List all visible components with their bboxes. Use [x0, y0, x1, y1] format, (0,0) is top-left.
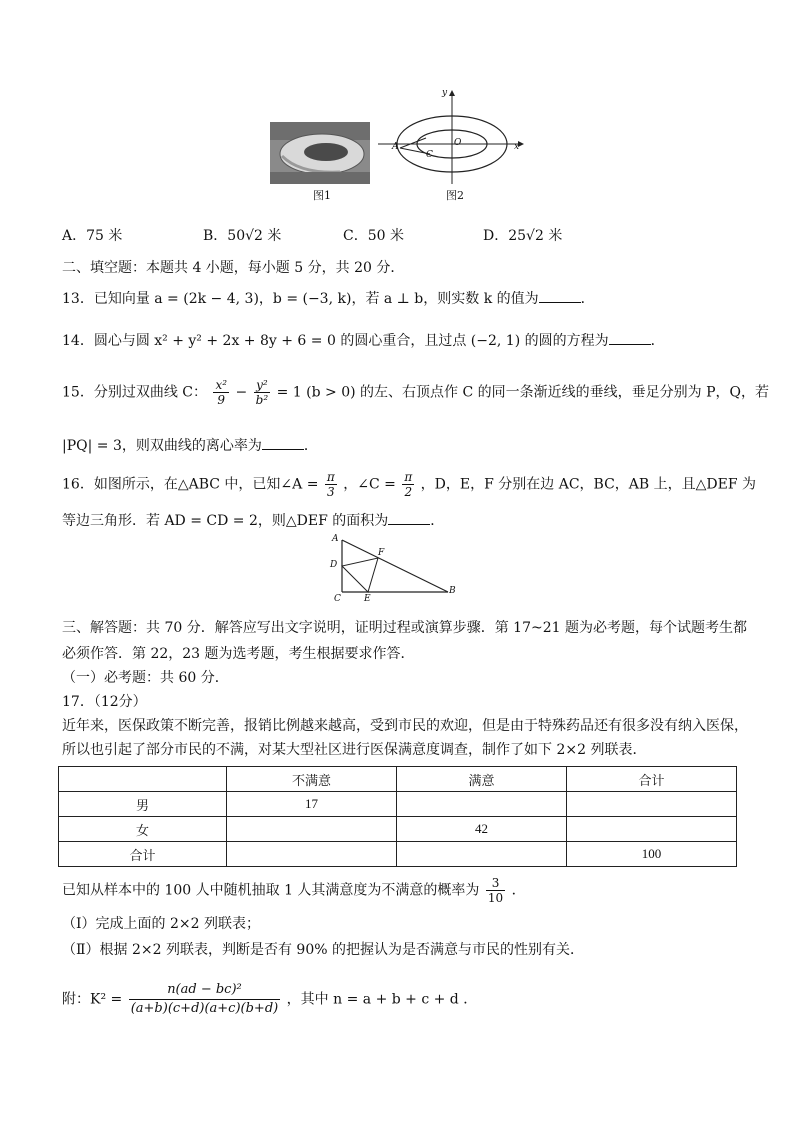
question-16	[62, 470, 756, 499]
q15-prefix: 15．分别过双曲线 C：	[62, 384, 207, 401]
point-a-label: A	[392, 142, 399, 152]
y-axis-label: y	[442, 88, 448, 98]
section-2-title: 二、填空题：本题共 4 小题，每小题 5 分，共 20 分．	[62, 260, 405, 276]
label-c: C	[334, 594, 341, 604]
fraction-x2-9	[213, 378, 229, 407]
required-title: （一）必考题：共 60 分．	[62, 670, 229, 686]
question-14	[62, 331, 665, 351]
label-e: E	[364, 594, 371, 604]
question-17-part-2: （Ⅱ）根据 2×2 列联表，判断是否有 90% 的把握认为是否满意与市民的性别有关．	[62, 942, 584, 958]
table-cell: 男	[59, 792, 227, 817]
point-c-label: C	[426, 150, 433, 160]
table-cell	[226, 842, 396, 867]
q17-prob-end: ．	[511, 882, 526, 899]
q13-text: 13．已知向量 a = (2k − 4, 3)，b = (−3, k)，若 a ⊥ b，则实数 k 的值为	[62, 291, 539, 307]
label-d: D	[330, 560, 338, 570]
ellipse-diagram	[378, 88, 528, 184]
option-d: D．25√2 米	[483, 228, 563, 244]
q16-suffix: ，D，E，F 分别在边 AC，BC，AB 上，且△DEF 为	[420, 476, 757, 493]
triangle-diagram	[328, 534, 460, 606]
table-cell	[396, 842, 566, 867]
q15-line2: |PQ| = 3，则双曲线的离心率为	[62, 438, 262, 454]
option-b: B．50√2 米	[203, 228, 282, 244]
contingency-table	[58, 766, 737, 867]
q13-end: ．	[580, 291, 595, 307]
appendix-formula	[62, 981, 477, 1018]
triangle-figure	[328, 534, 460, 606]
q16-mid: ，∠C =	[343, 476, 396, 493]
question-17-probability	[62, 876, 526, 905]
table-cell: 女	[59, 817, 227, 842]
figure-2	[378, 88, 528, 184]
label-a: A	[332, 534, 339, 544]
fraction-pi-2	[402, 470, 414, 499]
table-cell: 42	[396, 817, 566, 842]
x-axis-label: x	[514, 142, 520, 152]
section-3-line-2: 必须作答．第 22，23 题为选考题，考生根据要求作答．	[62, 646, 415, 662]
question-17-title: 17．（12分）	[62, 694, 147, 710]
fraction-y2-b2	[254, 378, 271, 407]
table-cell: 100	[566, 842, 736, 867]
figure-1-caption: 图1	[313, 189, 331, 202]
question-17-para-2: 所以也引起了部分市民的不满，对某大型社区进行医保满意度调查，制作了如下 2×2 列联表．	[62, 742, 647, 758]
question-17-para-1: 近年来，医保政策不断完善，报销比例越来越高，受到市民的欢迎，但是由于特殊药品还有很多没有纳入医保，	[62, 718, 748, 734]
table-cell: 合计	[59, 842, 227, 867]
fraction-pi-3	[325, 470, 337, 499]
q17-prob-num: 3	[486, 876, 505, 891]
table-cell	[226, 817, 396, 842]
figure-2-caption: 图2	[446, 189, 464, 202]
stadium-photo	[270, 122, 370, 184]
table-cell	[396, 792, 566, 817]
label-f: F	[378, 548, 385, 558]
table-header-cell	[59, 767, 227, 792]
question-16-line-2	[62, 511, 444, 531]
q17-prob-prefix: 已知从样本中的 100 人中随机抽取 1 人其满意度为不满意的概率为	[62, 882, 480, 899]
appendix-prefix: 附：K² =	[62, 991, 123, 1008]
q16-end: ．	[430, 513, 445, 529]
table-header-cell: 满意	[396, 767, 566, 792]
table-header-row	[59, 767, 737, 792]
question-15-line-2	[62, 436, 318, 456]
k-squared-fraction	[129, 981, 281, 1018]
q16-c-den: 2	[404, 485, 413, 499]
option-c: C．50 米	[343, 228, 404, 244]
section-3-line-1: 三、解答题：共 70 分．解答应写出文字说明，证明过程或演算步骤．第 17~21 题为必考题，每个试题考生都	[62, 620, 747, 636]
table-header-cell: 合计	[566, 767, 736, 792]
table-header-cell: 不满意	[226, 767, 396, 792]
answer-blank	[609, 332, 651, 345]
q15-frac2-den: b²	[255, 393, 269, 407]
answer-blank	[262, 437, 304, 450]
q14-end: ．	[650, 333, 665, 349]
q15-minus: −	[235, 384, 248, 401]
figure-1	[270, 122, 370, 184]
option-a: A．75 米	[62, 228, 123, 244]
fraction-3-10	[486, 876, 505, 905]
table-cell	[566, 792, 736, 817]
question-13	[62, 289, 595, 309]
q16-prefix: 16．如图所示，在△ABC 中，已知∠A =	[62, 476, 319, 493]
table-row	[59, 817, 737, 842]
q14-text: 14．圆心与圆 x² + y² + 2x + 8y + 6 = 0 的圆心重合，且过点 (−2, 1) 的圆的方程为	[62, 333, 609, 349]
q16-c-num: π	[404, 470, 413, 484]
label-b: B	[449, 586, 456, 596]
table-cell: 17	[226, 792, 396, 817]
appendix-suffix: ，其中 n = a + b + c + d ．	[286, 991, 478, 1008]
appendix-den: (a+b)(c+d)(a+c)(b+d)	[130, 1001, 279, 1016]
appendix-num: n(ad − bc)²	[129, 981, 281, 1000]
q15-end: ．	[303, 438, 318, 454]
q17-prob-den: 10	[487, 891, 504, 905]
q16-a-den: 3	[327, 485, 335, 499]
table-cell	[566, 817, 736, 842]
answer-blank	[388, 512, 430, 525]
q15-frac1-den: 9	[217, 393, 226, 407]
q16-a-num: π	[326, 470, 335, 484]
table-row	[59, 842, 737, 867]
origin-label: O	[454, 138, 462, 148]
q15-suffix: = 1 (b > 0) 的左、右顶点作 C 的同一条渐近线的垂线，垂足分别为 P，Q，若	[276, 384, 769, 401]
q15-frac2-num: y²	[254, 378, 271, 393]
q16-line2: 等边三角形．若 AD = CD = 2，则△DEF 的面积为	[62, 513, 389, 529]
answer-blank	[539, 290, 581, 303]
q15-frac1-num: x²	[215, 378, 228, 392]
table-row	[59, 792, 737, 817]
question-17-part-1: （Ⅰ）完成上面的 2×2 列联表；	[62, 916, 260, 932]
question-15	[62, 378, 769, 407]
